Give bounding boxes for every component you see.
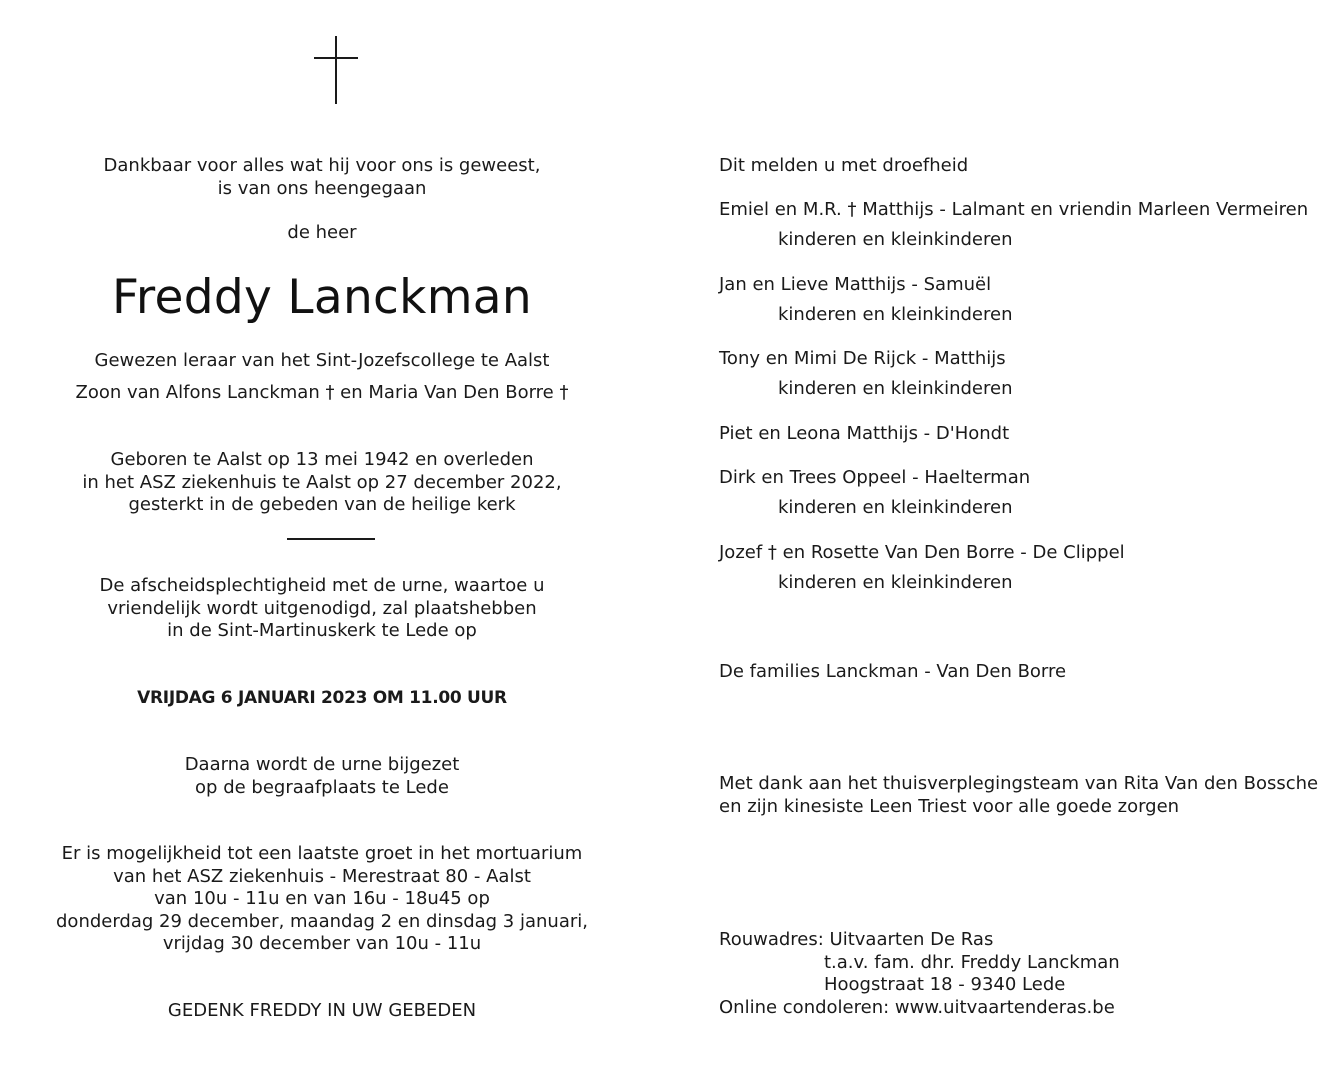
thanks-line-1: Met dank aan het thuisverplegingsteam van Rita Van den Bossche (719, 773, 1319, 794)
address-label: Rouwadres: Uitvaarten De Ras (719, 929, 994, 950)
former-role: Gewezen leraar van het Sint-Jozefscollege te Aalst (94, 350, 550, 371)
remember-line: GEDENK FREDDY IN UW GEBEDEN (167, 1000, 477, 1021)
ceremony-line-1: De afscheidsplechtigheid met de urne, waartoe u (99, 575, 545, 596)
intro-text (22, 155, 622, 200)
announce-line: Dit melden u met droefheid (719, 155, 969, 176)
family-name: Tony en Mimi De Rijck - Matthijs (719, 348, 1006, 369)
birth-death-line-1: Geboren te Aalst op 13 mei 1942 en overleden (110, 449, 534, 470)
family-sub: kinderen en kleinkinderen (778, 378, 1013, 399)
burial-text (22, 754, 622, 799)
intro-line-2: is van ons heengegaan (217, 177, 427, 199)
family-name: Piet en Leona Matthijs - D'Hondt (719, 423, 1010, 444)
ceremony-date: VRIJDAG 6 JANUARI 2023 OM 11.00 UUR (137, 688, 507, 708)
families-line: De families Lanckman - Van Den Borre (719, 661, 1067, 682)
online-condolence-link[interactable]: Online condoleren: www.uitvaartenderas.be (719, 996, 1115, 1018)
ceremony-line-2: vriendelijk wordt uitgenodigd, zal plaatshebben (107, 597, 537, 619)
deceased-name: Freddy Lanckman (112, 270, 532, 325)
birth-death-line-3: gesterkt in de gebeden van de heilige kerk (128, 494, 516, 515)
parents-line: Zoon van Alfons Lanckman † en Maria Van Den Borre † (75, 382, 569, 403)
thanks-line-2: en zijn kinesiste Leen Triest voor alle goede zorgen (719, 795, 1180, 817)
address-block (719, 929, 1120, 1019)
intro-line-1: Dankbaar voor alles wat hij voor ons is geweest, (103, 155, 541, 176)
address-line-2: Hoogstraat 18 - 9340 Lede (824, 974, 1066, 995)
thanks-text (719, 773, 1318, 818)
visitation-line-4: donderdag 29 december, maandag 2 en dinsdag 3 januari, (56, 910, 588, 932)
burial-line-2: op de begraafplaats te Lede (195, 776, 449, 798)
family-name: Jozef † en Rosette Van Den Borre - De Clippel (719, 542, 1125, 563)
birth-death-line-2: in het ASZ ziekenhuis te Aalst op 27 december 2022, (82, 471, 562, 493)
family-name: Emiel en M.R. † Matthijs - Lalmant en vriendin Marleen Vermeiren (719, 199, 1309, 220)
ceremony-line-3: in de Sint-Martinuskerk te Lede op (167, 620, 477, 641)
visitation-text (22, 843, 622, 956)
visitation-line-5: vrijdag 30 december van 10u - 11u (162, 933, 482, 954)
family-name: Dirk en Trees Oppeel - Haelterman (719, 467, 1031, 488)
visitation-line-3: van 10u - 11u en van 16u - 18u45 op (154, 888, 490, 909)
burial-line-1: Daarna wordt de urne bijgezet (184, 754, 460, 775)
ceremony-text (22, 575, 622, 643)
title-prefix: de heer (287, 222, 357, 243)
visitation-line-2: van het ASZ ziekenhuis - Merestraat 80 - Aalst (113, 865, 531, 887)
family-sub: kinderen en kleinkinderen (778, 497, 1013, 518)
birth-death-text (22, 449, 622, 517)
family-sub: kinderen en kleinkinderen (778, 304, 1013, 325)
visitation-line-1: Er is mogelijkheid tot een laatste groet in het mortuarium (61, 843, 583, 864)
address-line-1: t.a.v. fam. dhr. Freddy Lanckman (824, 951, 1120, 973)
family-name: Jan en Lieve Matthijs - Samuël (719, 274, 992, 295)
family-sub: kinderen en kleinkinderen (778, 572, 1013, 593)
section-divider (287, 538, 375, 540)
family-sub: kinderen en kleinkinderen (778, 229, 1013, 250)
cross-icon (314, 36, 358, 104)
